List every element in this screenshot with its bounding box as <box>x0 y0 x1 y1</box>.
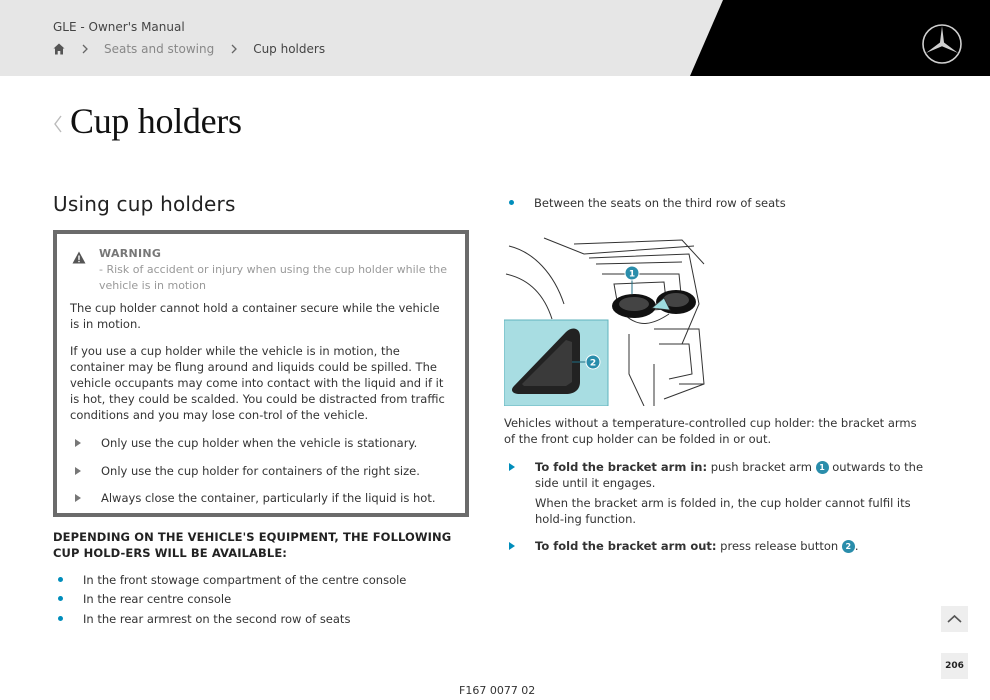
list-item-text: In the rear armrest on the second row of seats <box>83 611 351 626</box>
instruction-item <box>70 463 451 479</box>
instruction-item <box>70 435 451 451</box>
step-text: outwards to the side until it engages. <box>535 460 924 490</box>
list-item-text: In the rear centre console <box>83 592 232 607</box>
step-text: press release button <box>716 539 842 553</box>
list-item-text: Between the seats on the third row of seats <box>534 196 786 210</box>
chevron-up-icon <box>941 606 968 632</box>
home-icon[interactable] <box>53 43 65 55</box>
step-item <box>504 459 924 527</box>
arrow-right-icon <box>75 467 81 475</box>
cup-holder-illustration <box>504 234 712 406</box>
instruction-steps <box>504 459 924 554</box>
equipment-heading: DEPENDING ON THE VEHICLE'S EQUIPMENT, THE FOLLOWING CUP HOLD-ERS WILL BE AVAILABLE: <box>53 530 452 560</box>
chevron-right-icon <box>81 44 89 54</box>
breadcrumb-cup-holders: Cup holders <box>253 42 326 56</box>
instruction-item <box>70 490 451 506</box>
bracket-arm-paragraph: Vehicles without a temperature-controlled cup holder: the bracket arms of the front cup holder can be folded in or out. <box>504 416 917 446</box>
step-title: To fold the bracket arm in: <box>535 460 708 474</box>
warning-label: WARNING <box>99 247 162 260</box>
instruction-text: Always close the container, particularly if the liquid is hot. <box>101 491 436 505</box>
page-number: 206 <box>941 653 968 679</box>
warning-header <box>70 246 451 294</box>
warning-paragraph: If you use a cup holder while the vehicle is in motion, the container may be flung around and liquids could be spilled. The vehicle occupants may come into contact with the liquid and if it is hot, they could be scalded. You could be distracted from traffic conditions and you may lose con-trol of the vehicle. <box>70 344 445 422</box>
bullet-dot <box>58 596 63 601</box>
step-result: When the bracket arm is folded in, the cup holder cannot fulfil its hold-ing function. <box>535 496 911 526</box>
arrow-right-icon <box>75 439 81 447</box>
step-item <box>504 538 924 554</box>
manual-title: GLE - Owner's Manual <box>53 20 185 34</box>
page-title: Cup holders <box>70 101 242 141</box>
callout-2: 2 <box>589 358 597 369</box>
arrow-right-icon <box>75 494 81 502</box>
list-item <box>53 611 406 627</box>
step-text: . <box>854 539 859 553</box>
arrow-right-icon <box>509 542 515 550</box>
instruction-text: Only use the cup holder when the vehicle is stationary. <box>101 436 418 450</box>
warning-paragraph: The cup holder cannot hold a container secure while the vehicle is in motion. <box>70 301 440 331</box>
mercedes-star-icon[interactable] <box>921 23 963 65</box>
breadcrumb <box>53 42 325 56</box>
bullet-dot <box>509 200 514 205</box>
list-item <box>53 591 406 607</box>
bullet-dot <box>58 616 63 621</box>
warning-box <box>53 230 469 517</box>
figure-code: F167 0077 02 <box>459 684 536 697</box>
warning-triangle-icon <box>72 251 86 264</box>
chevron-right-icon <box>230 44 238 54</box>
section-heading: Using cup holders <box>53 192 236 216</box>
list-item-text: In the front stowage compartment of the centre console <box>83 573 407 587</box>
list-item <box>53 572 406 588</box>
number-badge: 2 <box>842 540 855 553</box>
equipment-list <box>53 572 406 630</box>
bullet-dot <box>58 577 63 582</box>
arrow-right-icon <box>509 463 515 471</box>
scroll-to-top-button[interactable] <box>941 606 968 632</box>
instruction-text: Only use the cup holder for containers of the right size. <box>101 463 420 478</box>
number-badge: 1 <box>816 461 829 474</box>
breadcrumb-seats-and-stowing[interactable]: Seats and stowing <box>104 42 215 56</box>
step-text: push bracket arm <box>707 460 816 474</box>
back-chevron-icon[interactable] <box>52 114 64 134</box>
callout-1: 1 <box>628 269 636 280</box>
warning-instructions <box>70 435 451 506</box>
list-item <box>504 195 786 211</box>
warning-subtitle: - Risk of accident or injury when using the cup holder while the vehicle is in motion <box>99 263 448 292</box>
step-title: To fold the bracket arm out: <box>535 539 717 553</box>
